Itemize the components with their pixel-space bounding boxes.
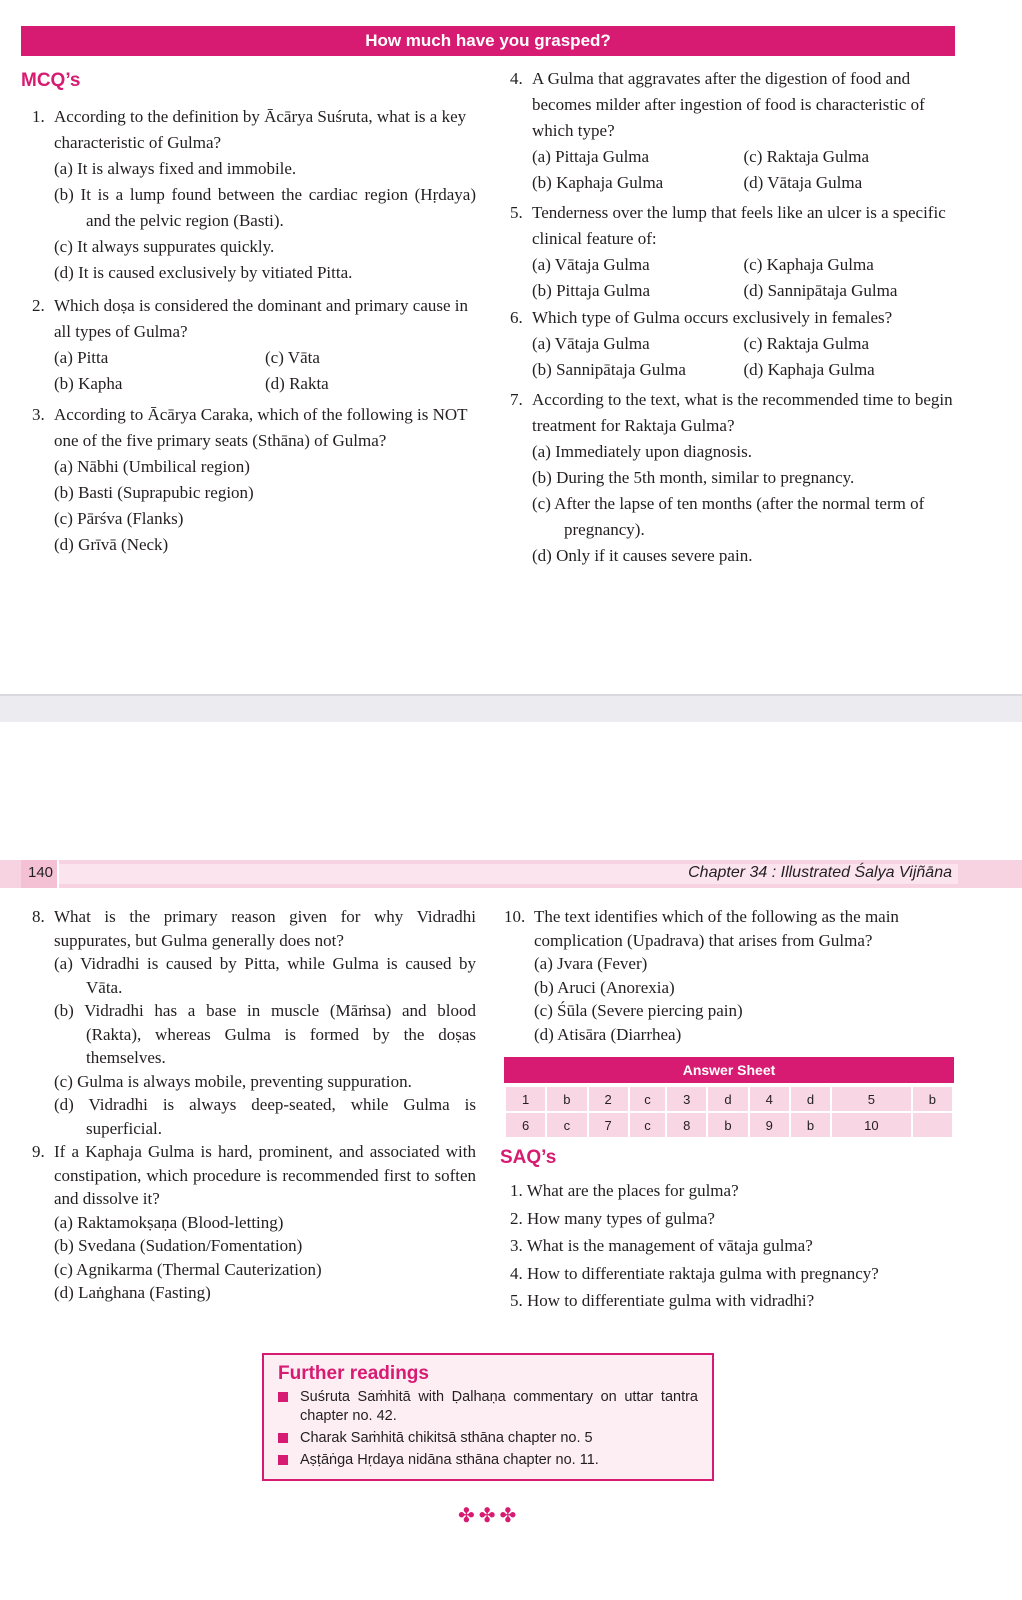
question-number: 4. [510,69,523,88]
option-d: (d) Vidradhi is always deep-seated, while Gulma is superficial. [54,1095,476,1138]
square-bullet-icon [278,1433,288,1443]
option-d: (d) Sannipātaja Gulma [743,281,898,300]
table-cell: d [791,1087,830,1111]
option-c: (c) Pārśva (Flanks) [54,509,184,528]
question-number: 9. [32,1142,45,1161]
question-number: 7. [510,390,523,409]
saq-list [510,1177,960,1315]
list-item: 4. How to differentiate raktaja gulma with pregnancy? [510,1263,879,1283]
option-c: (c) Gulma is always mobile, preventing suppuration. [54,1071,412,1091]
option-d: (d) Kaphaja Gulma [743,360,875,379]
table-cell: 2 [589,1087,628,1111]
section-banner: How much have you grasped? [21,26,955,56]
option-a: (a) Nābhi (Umbilical region) [54,457,250,476]
question-number: 2. [32,296,45,315]
table-cell: c [630,1113,665,1137]
question-number: 8. [32,907,45,926]
table-cell: 3 [667,1087,706,1111]
list-item: 5. How to differentiate gulma with vidradhi? [510,1291,815,1310]
square-bullet-icon [278,1455,288,1465]
option-c: (c) Raktaja Gulma [743,334,870,353]
question-4 [510,66,955,196]
list-item: 1. What are the places for gulma? [510,1181,739,1200]
question-8 [32,905,476,1140]
option-c: (c) Kaphaja Gulma [743,255,874,274]
mcq-heading: MCQ’s [21,70,81,91]
question-text: Which doṣa is considered the dominant and primary cause in all types of Gulma? [54,296,469,341]
question-text: According to the text, what is the recommended time to begin treatment for Raktaja Gulma? [532,390,953,435]
option-a: (a) Immediately upon diagnosis. [532,442,753,461]
further-readings-title: Further readings [278,1363,429,1384]
question-number: 3. [32,405,45,424]
question-number: 5. [510,203,523,222]
option-d: (d) Only if it causes severe pain. [532,546,753,565]
option-b: (b) Kaphaja Gulma [532,173,664,192]
option-d: (d) Rakta [265,374,329,393]
question-9 [32,1140,476,1305]
square-bullet-icon [278,1392,288,1402]
answer-sheet-title: Answer Sheet [504,1057,954,1083]
option-b: (b) Sannipātaja Gulma [532,360,686,379]
table-cell: 9 [750,1113,789,1137]
chapter-title: Chapter 34 : Illustrated Śalya Vijñāna [688,864,952,881]
question-2 [32,293,476,397]
table-cell: c [547,1113,586,1137]
question-number: 6. [510,308,523,327]
option-b: (b) Svedana (Sudation/Fomentation) [54,1236,303,1255]
option-a: (a) Vidradhi is caused by Pitta, while Gulma is caused by Vāta. [54,954,476,997]
option-b: (b) Pittaja Gulma [532,281,651,300]
table-cell: 7 [589,1113,628,1137]
list-item: Suśruta Saṁhitā with Ḍalhaṇa commentary on uttar tantra chapter no. 42. [278,1388,698,1426]
option-d: (d) Vātaja Gulma [743,173,863,192]
option-a: (a) Pittaja Gulma [532,147,650,166]
option-a: (a) Vātaja Gulma [532,334,650,353]
question-1 [32,104,476,286]
option-c: (c) After the lapse of ten months (after the normal term of pregnancy). [532,494,925,539]
option-c: (c) Agnikarma (Thermal Cauterization) [54,1259,322,1279]
question-6 [510,305,955,383]
answer-sheet-table [504,1085,954,1139]
option-a: (a) It is always fixed and immobile. [54,159,297,178]
question-text: What is the primary reason given for why Vidradhi suppurates, but Gulma generally does not? [54,907,476,950]
option-d: (d) Grīvā (Neck) [54,535,169,554]
table-cell: 5 [832,1087,911,1111]
question-text: Which type of Gulma occurs exclusively in females? [532,308,893,327]
list-item: Charak Saṁhitā chikitsā sthāna chapter no. 5 [278,1429,698,1448]
table-cell: c [630,1087,665,1111]
question-text: According to the definition by Ācārya Suśruta, what is a key characteristic of Gulma? [54,107,467,152]
table-cell [913,1113,952,1137]
option-a: (a) Jvara (Fever) [534,954,648,973]
option-b: (b) Aruci (Anorexia) [534,977,675,997]
table-cell: b [791,1113,830,1137]
table-cell: b [708,1113,747,1137]
question-7 [510,387,955,569]
option-c: (c) Raktaja Gulma [743,147,870,166]
option-d: (d) It is caused exclusively by vitiated Pitta. [54,263,353,282]
option-a: (a) Vātaja Gulma [532,255,650,274]
option-b: (b) Kapha [54,374,123,393]
table-cell: 1 [506,1087,545,1111]
question-text: According to Ācārya Caraka, which of the following is NOT one of the five primary seats (Sthāna) of Gulma? [54,405,468,450]
table-cell: b [547,1087,586,1111]
option-a: (a) Pitta [54,348,109,367]
question-text: Tenderness over the lump that feels like an ulcer is a specific clinical feature of: [532,203,946,248]
table-cell: d [708,1087,747,1111]
table-row [506,1113,952,1137]
option-c: (c) It always suppurates quickly. [54,237,275,256]
table-cell: 6 [506,1113,545,1137]
list-item: Aṣṭāṅga Hṛdaya nidāna sthāna chapter no. 11. [278,1451,698,1470]
page-gap [0,694,1022,722]
list-item: 2. How many types of gulma? [510,1208,715,1228]
question-number: 1. [32,107,45,126]
table-cell: 8 [667,1113,706,1137]
option-c: (c) Vāta [265,348,320,367]
question-number: 10. [504,907,526,926]
ornament-icon: ✤✤✤ [458,1505,521,1527]
saq-heading: SAQ’s [500,1147,557,1168]
option-b: (b) It is a lump found between the cardiac region (Hṛdaya) and the pelvic region (Basti). [54,185,476,230]
option-d: (d) Laṅghana (Fasting) [54,1283,211,1302]
question-text: If a Kaphaja Gulma is hard, prominent, and associated with constipation, which procedure is recommended first to soften and dissolve it? [54,1142,476,1208]
table-row [506,1087,952,1111]
option-b: (b) Vidradhi has a base in muscle (Māṁsa) and blood (Rakta), whereas Gulma is formed by the doṣas themselves. [54,1001,476,1067]
option-d: (d) Atisāra (Diarrhea) [534,1024,682,1044]
page-number: 140 [28,864,54,881]
question-text: The text identifies which of the following as the main complication (Upadrava) that arises from Gulma? [534,907,899,950]
option-b: (b) Basti (Suprapubic region) [54,483,254,502]
question-3 [32,402,476,558]
option-b: (b) During the 5th month, similar to pregnancy. [532,468,855,487]
option-c: (c) Śūla (Severe piercing pain) [534,1001,743,1020]
table-cell: 4 [750,1087,789,1111]
question-10 [504,905,956,1046]
table-cell: 10 [832,1113,911,1137]
further-readings-box [262,1353,714,1481]
table-cell: b [913,1087,952,1111]
question-5 [510,200,955,304]
list-item: 3. What is the management of vātaja gulma? [510,1236,813,1255]
question-text: A Gulma that aggravates after the digestion of food and becomes milder after ingestion of food is characteristic of which type? [532,69,925,140]
option-a: (a) Raktamokṣaṇa (Blood-letting) [54,1212,284,1232]
